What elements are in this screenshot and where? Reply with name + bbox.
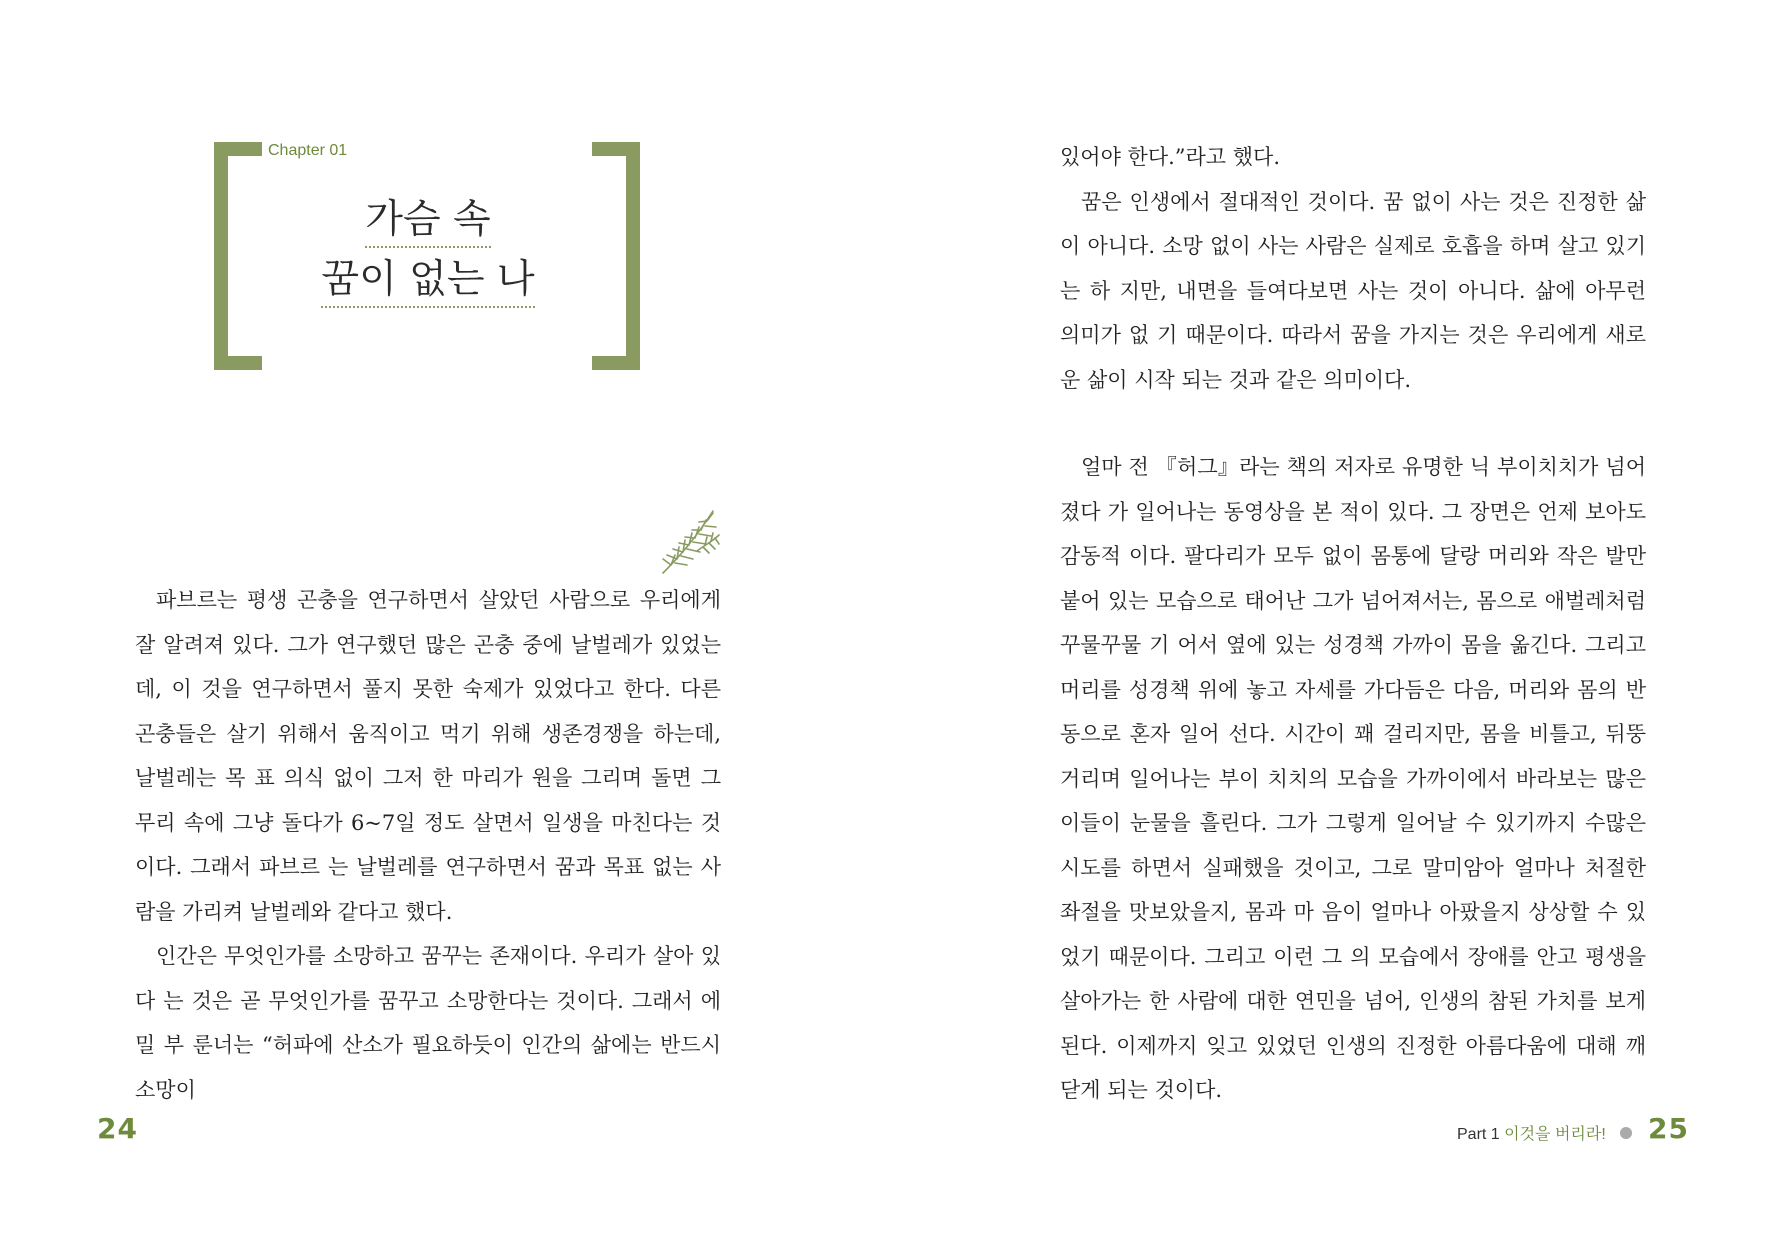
paragraph: 파브르는 평생 곤충을 연구하면서 살았던 사람으로 우리에게 잘 알려져 있다. 그가 연구했던 많은 곤충 중에 날벌레가 있었는데, 이 것을 연구하면서 풀지 못한 숙제가 있었다고 한다. 다른 곤충들은 살기 위해서 움직이고 먹기 위해 생존경쟁을 하는데, 날벌레는 목 표 의식 없이 그저 한 마리가 원을 그리며 돌면 그 무리 속에 그냥 돌다가 6~7일 정도 살면서 일생을 마친다는 것이다. 그래서 파브르 는 날벌레를 연구하면서 꿈과 목표 없는 사람을 가리켜 날벌레와 같다고 했다.	[135, 588, 721, 924]
right-body-text-top	[1060, 135, 1646, 402]
chapter-title-line2: 꿈이 없는 나	[321, 254, 534, 308]
running-head	[1457, 1121, 1606, 1144]
page-number-left: 24	[97, 1112, 138, 1145]
paragraph: 얼마 전 『허그』라는 책의 저자로 유명한 닉 부이치치가 넘어졌다 가 일어나는 동영상을 본 적이 있다. 그 장면은 언제 보아도 감동적 이다. 팔다리가 모두 없이 몸통에 달랑 머리와 작은 발만 붙어 있는 모습으로 태어난 그가 넘어져서는, 몸으로 애벌레처럼 꾸물꾸물 기 어서 옆에 있는 성경책 가까이 몸을 옮긴다. 그리고 머리를 성경책 위에 놓고 자세를 가다듬은 다음, 머리와 몸의 반동으로 혼자 일어 선다. 시간이 꽤 걸리지만, 몸을 비틀고, 뒤뚱거리며 일어나는 부이 치치의 모습을 가까이에서 바라보는 많은 이들이 눈물을 흘린다. 그가 그렇게 일어날 수 있기까지 수많은 시도를 하면서 실패했을 것이고, 그로 말미암아 얼마나 처절한 좌절을 맛보았을지, 몸과 마 음이 얼마나 아팠을지 상상할 수 있었기 때문이다. 그리고 이런 그 의 모습에서 장애를 안고 평생을 살아가는 한 사람에 대한 연민을 넘어, 인생의 참된 가치를 보게 된다. 이제까지 잊고 있었던 인생의 진정한 아름다움에 대해 깨닫게 되는 것이다.	[1060, 455, 1646, 1102]
chapter-title	[268, 190, 588, 310]
left-page	[0, 0, 885, 1240]
paragraph: 있어야 한다.”라고 했다.	[1060, 145, 1281, 169]
page-number-right: 25	[1648, 1112, 1689, 1145]
right-page	[885, 0, 1771, 1240]
chapter-bracket-left	[214, 142, 262, 370]
chapter-title-line1: 가슴 속	[365, 194, 490, 248]
chapter-label: Chapter 01	[268, 142, 348, 159]
right-body-text-bottom	[1060, 445, 1646, 1113]
paragraph: 인간은 무엇인가를 소망하고 꿈꾸는 존재이다. 우리가 살아 있다 는 것은 곧 무엇인가를 꿈꾸고 소망한다는 것이다. 그래서 에밀 부 룬너는 “허파에 산소가 필요하듯이 인간의 삶에는 반드시 소망이	[135, 944, 721, 1102]
bullet-dot-icon	[1620, 1127, 1632, 1139]
running-head-title: 이것을 버리라!	[1504, 1126, 1606, 1143]
paragraph: 꿈은 인생에서 절대적인 것이다. 꿈 없이 사는 것은 진정한 삶이 아니다. 소망 없이 사는 사람은 실제로 호흡을 하며 살고 있기는 하 지만, 내면을 들여다보면 사는 것이 아니다. 삶에 아무런 의미가 없 기 때문이다. 따라서 꿈을 가지는 것은 우리에게 새로운 삶이 시작 되는 것과 같은 의미이다.	[1060, 189, 1646, 392]
pine-sprig-icon	[657, 505, 723, 577]
running-head-part: Part 1	[1457, 1126, 1500, 1143]
chapter-bracket-right	[592, 142, 640, 370]
left-body-text	[135, 578, 721, 1112]
